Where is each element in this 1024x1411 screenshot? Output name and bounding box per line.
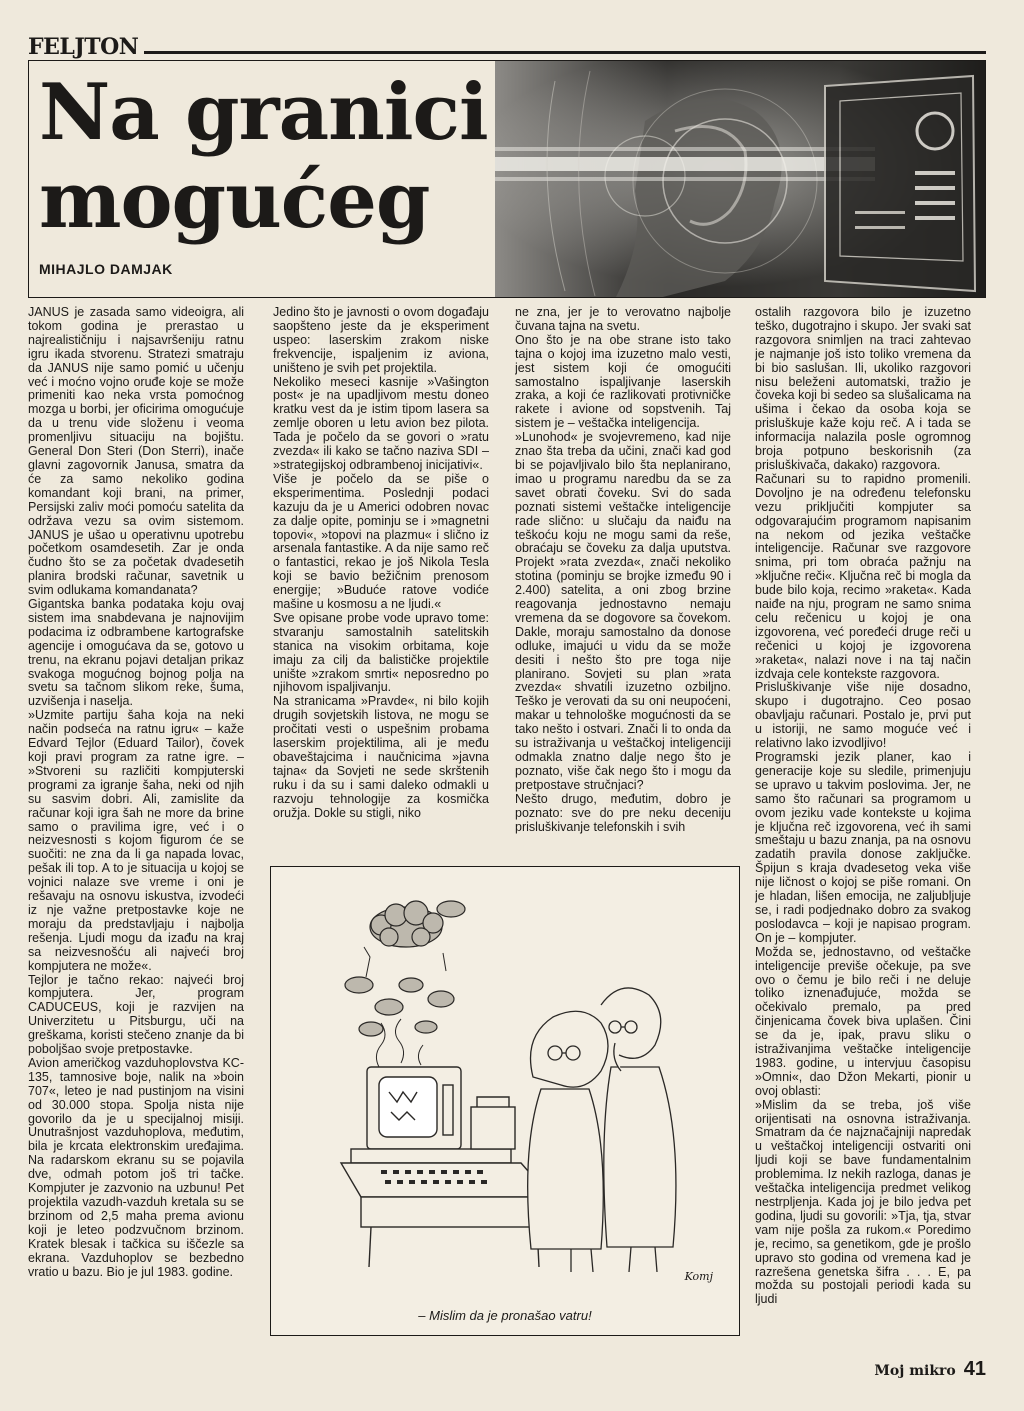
paragraph: »Uzmite partiju šaha koja na neki način podseća na ratnu igru« – kaže Edvard Tejlor (Eduard Tailor), čovek koji pravi program za ratne igre. – »Stvoreni su različiti kompjuterski programi za igranje šaha, neki od njih su sasvim dobri. Ali, zamislite da računar koji igra šah ne more da brine samo o pravilima igre, već i o neizvesnosti s kojom figurom će se suočiti: ne zna da li ga napada lovac, pešak ili top. A to je situacija u kojoj se vojnici nalaze sve vreme i oni je rešavaju na osnovu iskustva, izvodeći iz nje važne pretpostavke koje ne moraju da predstavljaju i najbolja rešenja. Ljudi mogu da izađu na kraj sa neizvesnošću ali najveći broj kompjutera ne može«.: [28, 708, 244, 973]
paragraph: Sve opisane probe vode upravo tome: stvaranju samostalnih satelitskih stanica na visokim orbitama, koje imaju za cilj da balističke projektile unište »zrakom smrti« neposredno po njihovom ispaljivanju.: [273, 610, 489, 695]
text-column-4: [755, 306, 971, 1346]
headline-line-1: Na granici: [39, 67, 488, 158]
paragraph: Tejlor je tačno rekao: najveći broj kompjutera. Jer, program CADUCEUS, koji je razvijen na Univerzitetu u Pitsburgu, uči na greškama, koristi stečeno znanje da bi poboljšao svoje pretpostavke.: [28, 972, 244, 1057]
paragraph: »Mislim da se treba, još više orijentisati na osnovna istraživanja. Smatram da će najznačajniji napredak u veštačkoj inteligenciji ostvariti oni ljudi koji se bave fundamentalnim problemima. Iz nekih razloga, danas je veštačka inteligencija predmet velikog nestrpljenja. Kada joj je bilo jedva pet godina, ljudi su govorili: »Tja, tja, stvar vam nije pošla za rukom.« Poredimo je, recimo, sa genetikom, gde je prošlo upravo sto godina od vremena kad je razrešena genetska šifra . . . E, pa možda su postojali periodi kada su ljudi: [755, 1097, 971, 1307]
byline: MIHAJLO DAMJAK: [39, 261, 173, 277]
paragraph: Ono što je na obe strane isto tako tajna o kojoj ima izuzetno malo vesti, jest sistem koji će omogućiti samostalno ispaljivanje laserskih zraka, a koji će razlikovati protivničke rakete i avione od sopstvenih. Taj sistem je – veštačka inteligencija.: [515, 332, 731, 431]
paragraph: Jedino što je javnosti o ovom događaju saopšteno jeste da je eksperiment uspeo: laserskim zrakom niske frekvencije, ispaljenim iz aviona, uništeno je svih pet projektila.: [273, 306, 489, 375]
paragraph: Gigantska banka podataka koju ovaj sistem ima snabdevana je najnovijim podacima iz odbrambene kartografske agencije i omogućava da se, gotovo u trenu, na ekranu pojavi detaljan prikaz svakoga mogućnog bojnog polja na svetu sa tačnom slikom reke, šuma, uzvišenja i naselja.: [28, 597, 244, 709]
page-number: 41: [963, 1358, 986, 1380]
paragraph: JANUS je zasada samo videoigra, ali tokom godina je prerastao u najrealističniju i najsavršeniju ratnu igru ikada stvorenu. Stratezi smatraju da JANUS nije samo pomić u učenju već i moćno vojno oruđe koje se može primeniti kao neka vrsta pomoćnog mozga u borbi, jer oficirima omogućuje da u trenu vide složenu i veoma promenljivu situaciju na bojištu. General Don Steri (Don Sterri), inače glavni zagovornik Janusa, smatra da će za samo nekoliko godina komandant koji brani, na primer, Persijski zaliv moći pomoću satelita da održava vezu sa ovim sistemom. JANUS je ušao u operativnu upotrebu početkom osamdesetih. Zar je onda čudno što se za početak dvadesetih planira brodski računar, savetnik u svim odlukama komandanata?: [28, 306, 244, 598]
section-header: [28, 22, 986, 58]
paragraph: Nešto drugo, međutim, dobro je poznato: sve do pre neku deceniju prisluškivanje telefonskih i svih: [515, 791, 731, 834]
text-column-2: [273, 306, 489, 856]
paragraph: Na stranicama »Pravde«, ni bilo kojih drugih sovjetskih listova, ne mogu se pročitati vesti o uspešnim probama laserskim projektilima, ali je među obaveštajcima i naučnicima »javna tajna« da Sovjeti ne sede skrštenih ruku i da su i sami daleko odmakli u razvoju tehnologije za kosmička oružja. Dokle su stigli, niko: [273, 694, 489, 820]
cartoon-illustration: [270, 866, 740, 1336]
paragraph: ostalih razgovora bilo je izuzetno teško, dugotrajno i skupo. Jer svaki sat razgovora snimljen na traci zahtevao je najmanje još isto toliko vremena da bi bio saslušan. Ili, ukoliko razgovori nisu beleženi automatski, tražio je čoveka koji bi sedeo sa slušalicama na ušima i čekao da osoba koja se prisluškuje kaže koju reč. A i tada se informacija nalazila posle ogromnog broja potpuno beskorisnih (za prisluškivača, dakako) razgovora.: [755, 306, 971, 472]
title-box: [28, 60, 986, 298]
headline-line-2: mogućeg: [39, 155, 430, 246]
text-column-3: [515, 306, 731, 856]
paragraph: Možda se, jednostavno, od veštačke inteligencije previše očekuje, pa sve ovo o čemu je bilo reči i ne deluje toliko iznenađujuće, možda se očekivalo premalo, pa pred činjenicama čovek biva uplašen. Čini se da je, ipak, pravu sliku o istraživanjima veštačke inteligencije 1983. godine, u intervjuu časopisu »Omni«, dao Džon Mekarti, pionir u ovoj oblasti:: [755, 944, 971, 1098]
paragraph: Računari su to rapidno promenili. Dovoljno je na određenu telefonsku vezu priključiti kompjuter sa odgovarajućim programom napisanim na nekom od jezika veštačke inteligencije. Računar sve razgovore snima, pri tom obraća pažnju na »ključne reči«. Ključna reč bi mogla da bude bilo koja, recimo »raketa«. Kada naiđe na nju, program ne samo snima celu rečenicu u kojoj je ona izgovorena, već poređeći druge reči u rečenici u kojoj je izgovorena »raketa«, nalazi nove i na taj način izdvaja cele kontekste razgovora.: [755, 471, 971, 681]
cartoon-caption: – Mislim da je pronašao vatru!: [418, 1308, 592, 1323]
text-column-1: [28, 306, 244, 1346]
article-body: [28, 306, 986, 1346]
paragraph: Prisluškivanje više nije dosadno, skupo i dugotrajno. Ceo posao obavljaju računari. Postalo je, prvi put u istoriji, ne samo moguće već i relativno lako izvodljivo!: [755, 680, 971, 751]
page-footer: [874, 1358, 986, 1381]
header-photo: [495, 61, 986, 298]
cartoon-drawing: [271, 867, 739, 1287]
section-label: FELJTON: [28, 34, 139, 60]
paragraph: Nekoliko meseci kasnije »Vašington post« je na upadljivom mestu doneo kratku vest da je istim tipom lasera sa zemlje oboren u letu avion bez pilota. Tada je počelo da se govori o »ratu zvezda« ili kako se tačno naziva SDI – »strategijskoj odbrambenoj inicijativi«.: [273, 374, 489, 472]
paragraph: Više je počelo da se piše o eksperimentima. Poslednji podaci kazuju da je u Americi odobren novac za dalje opite, pominju se i »magnetni topovi«, »topovi na plazmu« i slično iz arsenala fantastike. A da nije samo reč o fantastici, rekao je još Nikola Tesla koji se bavio bežičnim prenosom energije; »Buduće ratove vodiće mašine u kosmosu a ne ljudi.«: [273, 471, 489, 612]
paragraph: »Lunohod« je svojevremeno, kad nije znao šta treba da učini, znači kad god bi se pojavljivalo bilo šta neplanirano, imao u programu naredbu da se za savet obrati čoveku. Svi do sada poznati sistemi veštačke inteligencije rade slično: u slučaju da naiđu na teškoću koju ne mogu sami da reše, obraćaju se čoveku za dalja uputstva. Projekt »rata zvezda«, znači nekoliko stotina (pominju se brojke između 90 i 2.400) satelita, a oni zbog brzine reagovanja jednostavno nemaju vremena da se dogovore sa čovekom. Dakle, moraju samostalno da donose odluke, imajući u vidu da se može desiti i nešto što pre toga nije planirano. Sovjeti su plan »rata zvezda« shvatili izuzetno ozbiljno. Teško je verovati da su oni neupoćeni, makar u tehnološke mogućnosti da se tako nešto i ostvari. Znači li to onda da su istraživanja u veštačkoj inteligenciji odmakla znatno dalje nego što je poznato, više čak nego što i mogu da pretpostave stručnjaci?: [515, 430, 731, 792]
paragraph: ne zna, jer je to verovatno najbolje čuvana tajna na svetu.: [515, 306, 731, 333]
magazine-name: Moj mikro: [874, 1363, 956, 1379]
paragraph: Programski jezik planer, kao i generacije koje su sledile, primenjuju se upravo u takvim poslovima. Jer, ne samo što računari sa programom u ovom jeziku vade kontekste u kojima je ključna reč izgovorena, već ih sami smeštaju u bazu znanja, pa na osnovu zadatih pravila donose zaključke. Špijun s kraja dvadesetog veka više nije ličnost o kojoj se piše romani. On je hladan, lišen emocija, ne zaljubljuje se, i radi podjednako dobro za svakog poslodavca – koji je napisao program. On je – kompjuter.: [755, 750, 971, 945]
headline: [39, 69, 509, 245]
section-rule: [144, 51, 986, 54]
cartoonist-signature: Komj: [684, 1270, 713, 1283]
paragraph: Avion američkog vazduhoplovstva KC-135, tamnosive boje, nalik na »boin 707«, leteo je nad pustinjom na visini od 30.000 stopa. Spolja nista nije govorilo da je u specijalnoj misiji. Unutrašnjost vazduhoplova, međutim, bila je krcata elektronskim uređajima. Na radarskom ekranu su se pojavila dve, odmah potom još tri tačke. Kompjuter je zazvonio na uzbunu! Pet projektila vazudh-vazduh kretala su se brzinom od 2,5 maha prema avionu koji je leteo podzvučnom brzinom. Kratek blesak i tačkica su iščezle sa ekrana. Vazduhoplov se bezbedno vratio u bazu. Bio je jul 1983. godine.: [28, 1055, 244, 1279]
